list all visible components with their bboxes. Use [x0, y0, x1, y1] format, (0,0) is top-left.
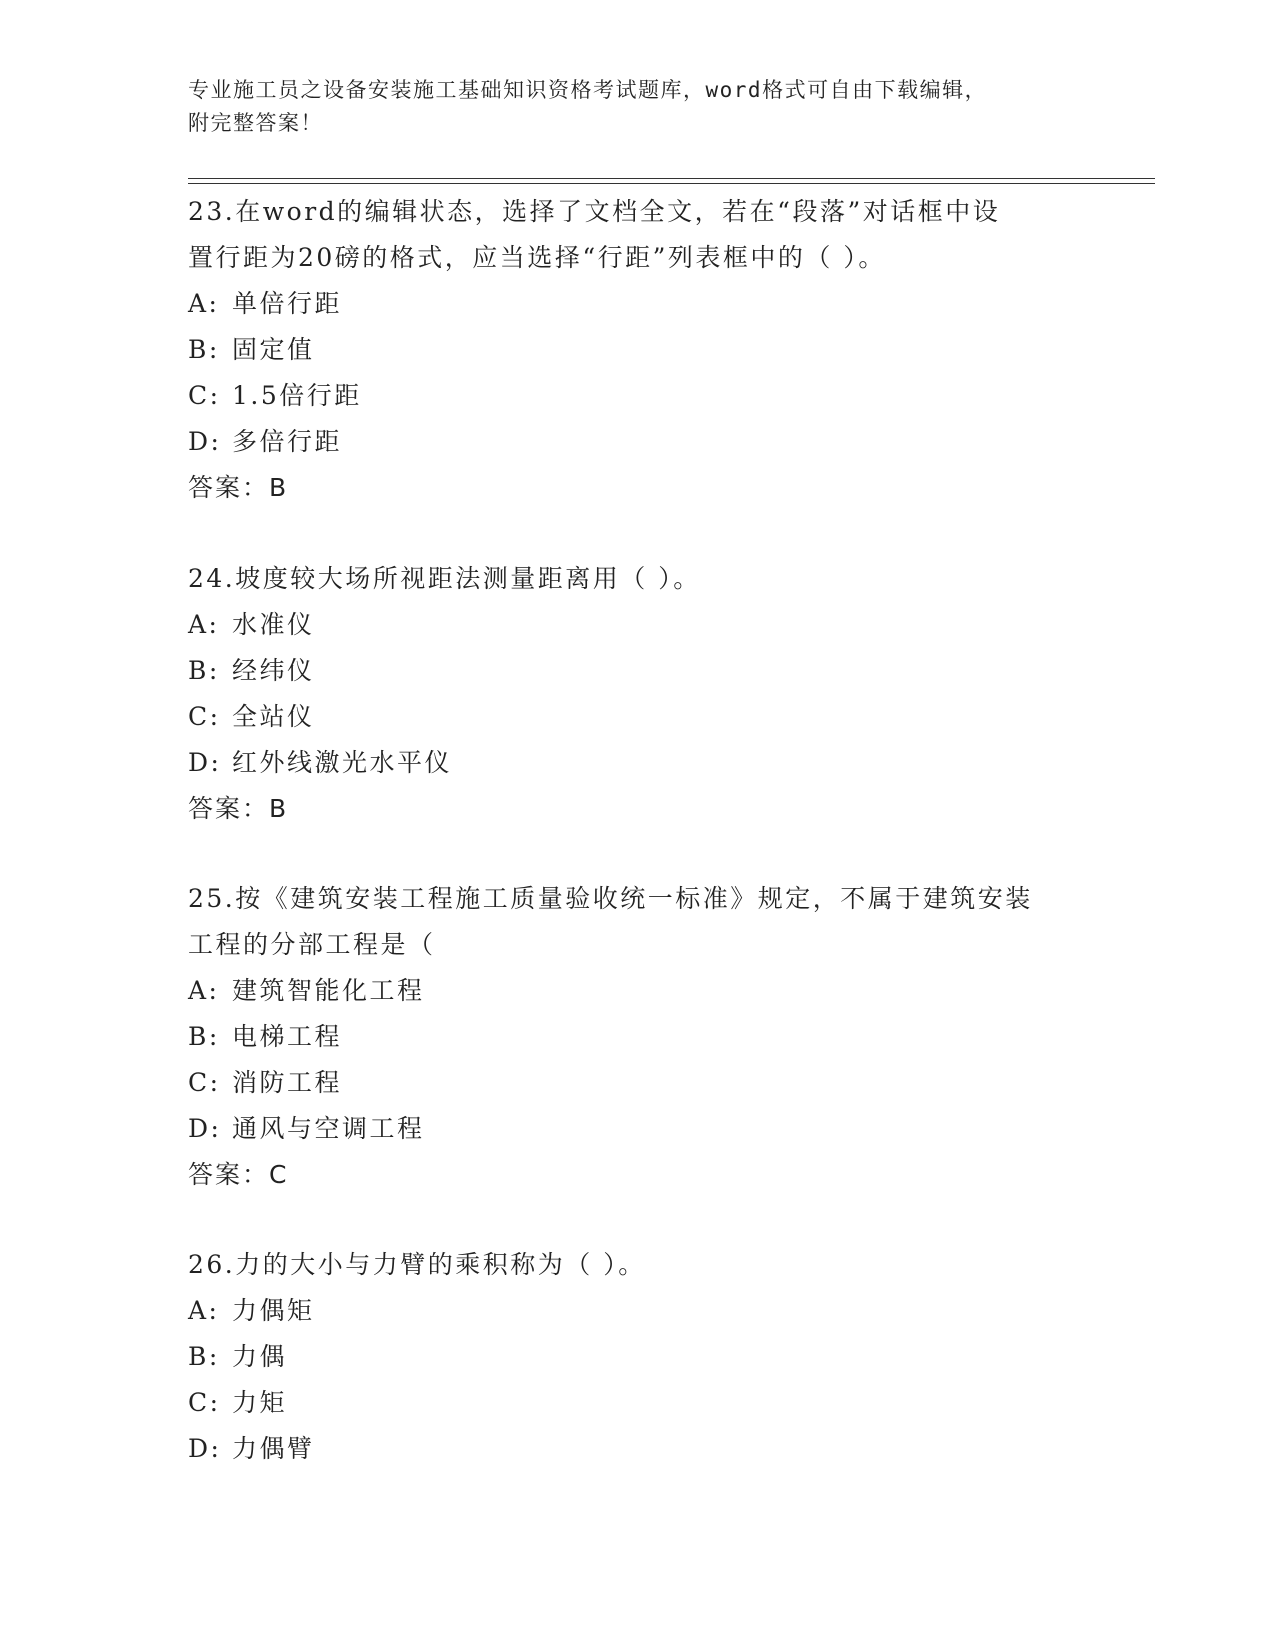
- question-stem-line: 置行距为20磅的格式，应当选择“行距”列表框中的（ ）。: [188, 243, 886, 272]
- option-text: 通风与空调工程: [232, 1114, 425, 1143]
- option-letter: C:: [188, 381, 221, 410]
- option-text: 单倍行距: [232, 289, 343, 318]
- option-c: [188, 1380, 1088, 1426]
- question-stem-line: 25.按《建筑安装工程施工质量验收统一标准》规定，不属于建筑安装: [188, 884, 1033, 913]
- answer-line: 答案：B: [188, 794, 289, 823]
- option-text: 全站仪: [232, 702, 315, 731]
- option-letter: D:: [188, 427, 222, 456]
- option-c: [188, 373, 1088, 419]
- question-25: [188, 876, 1088, 1198]
- header-line-2: 附完整答案！: [188, 111, 323, 135]
- option-text: 红外线激光水平仪: [232, 748, 453, 777]
- option-text: 力矩: [232, 1388, 288, 1417]
- option-b: [188, 1334, 1088, 1380]
- option-letter: C:: [188, 1068, 221, 1097]
- option-letter: A:: [188, 1296, 220, 1325]
- question-stem-line: 24.坡度较大场所视距法测量距离用（ ）。: [188, 564, 701, 593]
- question-stem: [188, 876, 1088, 968]
- option-a: [188, 602, 1088, 648]
- option-letter: D:: [188, 748, 222, 777]
- option-text: 建筑智能化工程: [232, 976, 425, 1005]
- option-text: 力偶矩: [232, 1296, 315, 1325]
- header-divider-top: [188, 178, 1155, 179]
- option-c: [188, 1060, 1088, 1106]
- option-letter: B:: [188, 1342, 220, 1371]
- question-stem: [188, 556, 1088, 602]
- option-letter: A:: [188, 289, 220, 318]
- option-text: 消防工程: [232, 1068, 343, 1097]
- answer-line: 答案：B: [188, 473, 289, 502]
- answer-line: 答案：C: [188, 1160, 289, 1189]
- option-b: [188, 327, 1088, 373]
- option-text: 水准仪: [232, 610, 315, 639]
- option-letter: B:: [188, 656, 220, 685]
- option-text: 多倍行距: [232, 427, 343, 456]
- question-stem: [188, 1242, 1088, 1288]
- header-line-1: 专业施工员之设备安装施工基础知识资格考试题库，word格式可自由下载编辑，: [188, 78, 988, 102]
- document-header: [188, 74, 1068, 140]
- option-letter: B:: [188, 1022, 220, 1051]
- question-stem-line: 工程的分部工程是（: [188, 930, 436, 959]
- option-text: 电梯工程: [232, 1022, 343, 1051]
- header-divider-bottom: [188, 183, 1155, 184]
- option-a: [188, 968, 1088, 1014]
- option-b: [188, 1014, 1088, 1060]
- question-stem-line: 26.力的大小与力臂的乘积称为（ ）。: [188, 1250, 646, 1279]
- option-text: 力偶臂: [232, 1434, 315, 1463]
- option-a: [188, 281, 1088, 327]
- option-text: 力偶: [232, 1342, 288, 1371]
- option-letter: A:: [188, 610, 220, 639]
- option-text: 1.5倍行距: [232, 381, 362, 410]
- option-d: [188, 740, 1088, 786]
- question-23: [188, 189, 1088, 511]
- question-26: [188, 1242, 1088, 1472]
- question-stem-line: 23.在word的编辑状态，选择了文档全文，若在“段落”对话框中设: [188, 197, 1001, 226]
- option-text: 固定值: [232, 335, 315, 364]
- option-d: [188, 1426, 1088, 1472]
- option-a: [188, 1288, 1088, 1334]
- option-c: [188, 694, 1088, 740]
- option-letter: B:: [188, 335, 220, 364]
- option-letter: D:: [188, 1114, 222, 1143]
- option-letter: C:: [188, 702, 221, 731]
- option-letter: C:: [188, 1388, 221, 1417]
- option-d: [188, 419, 1088, 465]
- question-stem: [188, 189, 1088, 281]
- option-letter: A:: [188, 976, 220, 1005]
- question-24: [188, 556, 1088, 832]
- option-b: [188, 648, 1088, 694]
- option-text: 经纬仪: [232, 656, 315, 685]
- option-letter: D:: [188, 1434, 222, 1463]
- option-d: [188, 1106, 1088, 1152]
